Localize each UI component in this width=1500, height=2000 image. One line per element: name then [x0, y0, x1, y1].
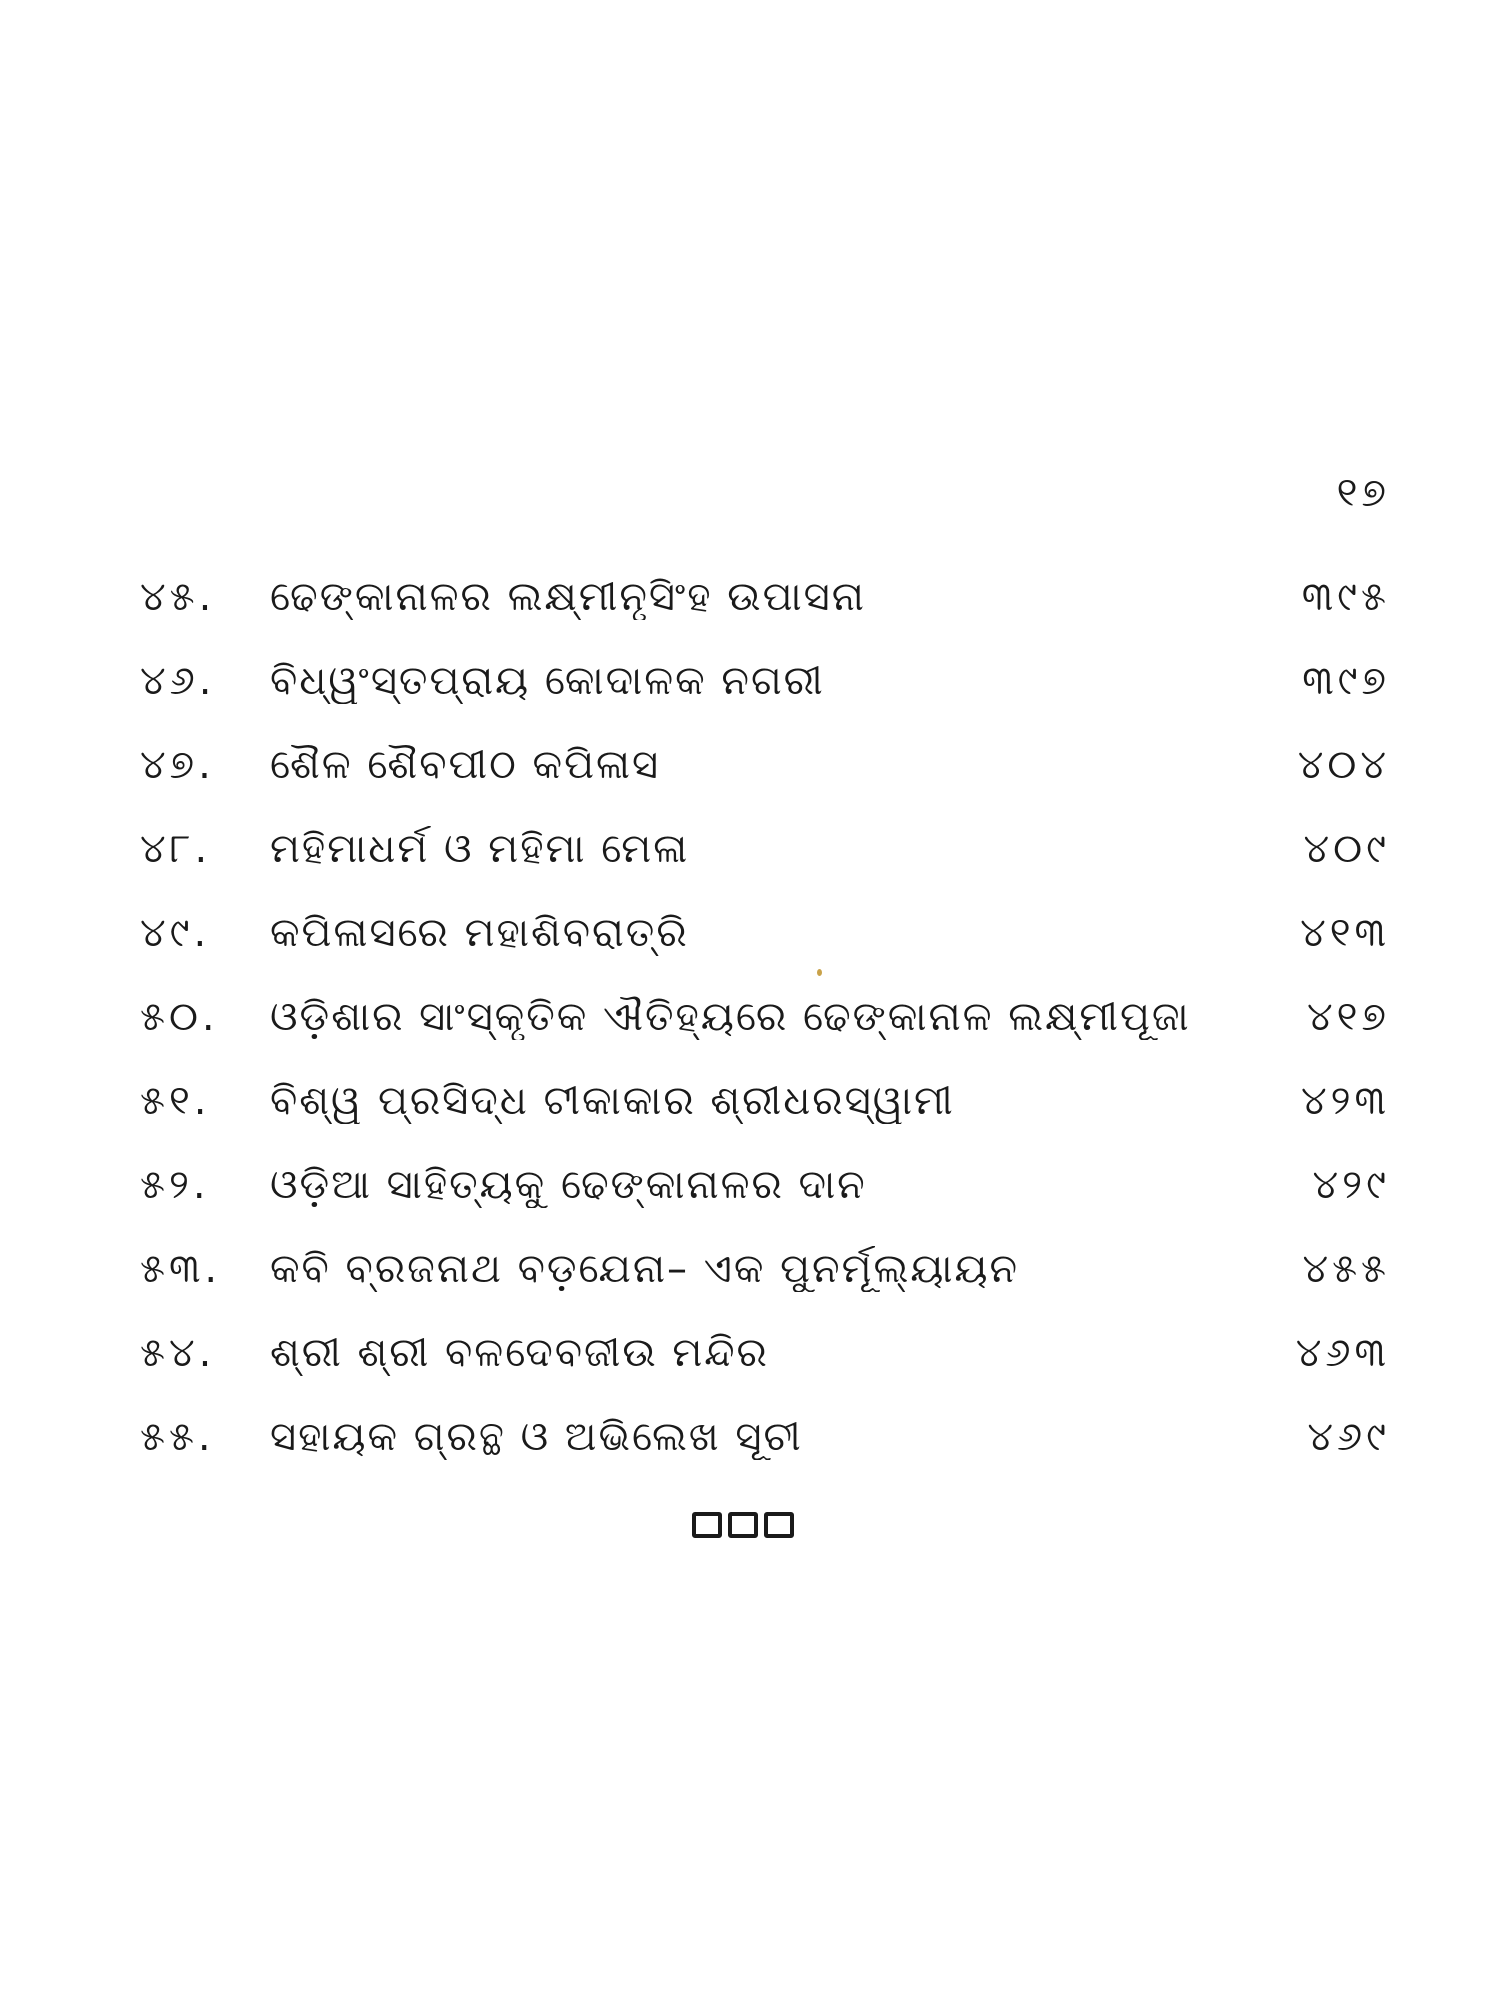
entry-title: ଢେଙ୍କାନାଳର ଲକ୍ଷ୍ମୀନୃସିଂହ ଉପାସନା	[270, 574, 866, 620]
entry-number: ୫୪.	[140, 1330, 216, 1376]
entry-title: ଓଡ଼ିଆ ସାହିତ୍ୟକୁ ଢେଙ୍କାନାଳର ଦାନ	[270, 1162, 867, 1208]
entry-page: ୪୫୫	[1302, 1246, 1390, 1292]
toc-entry	[140, 555, 1390, 639]
toc-entry	[140, 723, 1390, 807]
entry-title: ସହାୟକ ଗ୍ରନ୍ଥ ଓ ଅଭିଲେଖ ସୂଚୀ	[270, 1414, 803, 1460]
end-square-icon	[728, 1512, 758, 1538]
toc-entry	[140, 1227, 1390, 1311]
end-square-icon	[692, 1512, 722, 1538]
toc-entry	[140, 1143, 1390, 1227]
table-of-contents	[140, 555, 1390, 1479]
entry-title: ଓଡ଼ିଶାର ସାଂସ୍କୃତିକ ଐତିହ୍ୟରେ ଢେଙ୍କାନାଳ ଲକ୍ଷ୍ମୀପୂଜା	[270, 994, 1191, 1040]
entry-page: ୩୯୫	[1301, 574, 1390, 620]
entry-title: ଶୈଳ ଶୈବପୀଠ କପିଳାସ	[270, 742, 661, 788]
toc-entry	[140, 975, 1390, 1059]
toc-entry	[140, 891, 1390, 975]
entry-number: ୫୧.	[140, 1078, 211, 1124]
entry-page: ୪୬୯	[1307, 1414, 1390, 1460]
entry-number: ୪୯.	[140, 910, 211, 956]
entry-number: ୪୮.	[140, 826, 212, 872]
toc-entry	[140, 1311, 1390, 1395]
entry-page: ୪୧୩	[1300, 910, 1390, 956]
entry-title: କବି ବ୍ରଜନାଥ ବଡ଼ଯେନା– ଏକ ପୁନର୍ମୂଲ୍ୟାୟନ	[270, 1246, 1020, 1292]
entry-page: ୪୨୯	[1312, 1162, 1390, 1208]
entry-number: ୪୭.	[140, 742, 215, 788]
entry-title: ବିଧ୍ୱଂସ୍ତପ୍ରାୟ କୋଦାଳକ ନଗରୀ	[270, 658, 825, 704]
toc-entry	[140, 1395, 1390, 1479]
entry-title: କପିଳାସରେ ମହାଶିବରାତ୍ରି	[270, 910, 689, 956]
entry-page: ୪୬୩	[1295, 1330, 1390, 1376]
entry-title: ମହିମାଧର୍ମ ଓ ମହିମା ମେଳା	[270, 826, 690, 872]
entry-number: ୪୬.	[140, 658, 216, 704]
entry-title: ବିଶ୍ୱ ପ୍ରସିଦ୍ଧ ଟୀକାକାର ଶ୍ରୀଧରସ୍ୱାମୀ	[270, 1078, 955, 1124]
entry-number: ୫୫.	[140, 1414, 215, 1460]
paper-speck	[817, 969, 822, 976]
end-ornament	[692, 1512, 794, 1538]
page-number: ୧୭	[1336, 470, 1390, 516]
toc-entry	[140, 639, 1390, 723]
entry-page: ୪୦୪	[1297, 742, 1390, 788]
toc-entry	[140, 807, 1390, 891]
entry-number: ୫୩.	[140, 1246, 222, 1292]
entry-number: ୪୫.	[140, 574, 216, 620]
entry-number: ୫୦.	[140, 994, 219, 1040]
toc-entry	[140, 1059, 1390, 1143]
entry-page: ୩୯୭	[1302, 658, 1390, 704]
entry-page: ୪୨୩	[1301, 1078, 1390, 1124]
entry-number: ୫୨.	[140, 1162, 210, 1208]
end-square-icon	[764, 1512, 794, 1538]
entry-title: ଶ୍ରୀ ଶ୍ରୀ ବଳଦେବଜୀଉ ମନ୍ଦିର	[270, 1330, 769, 1376]
entry-page: ୪୧୭	[1307, 994, 1390, 1040]
entry-page: ୪୦୯	[1303, 826, 1390, 872]
